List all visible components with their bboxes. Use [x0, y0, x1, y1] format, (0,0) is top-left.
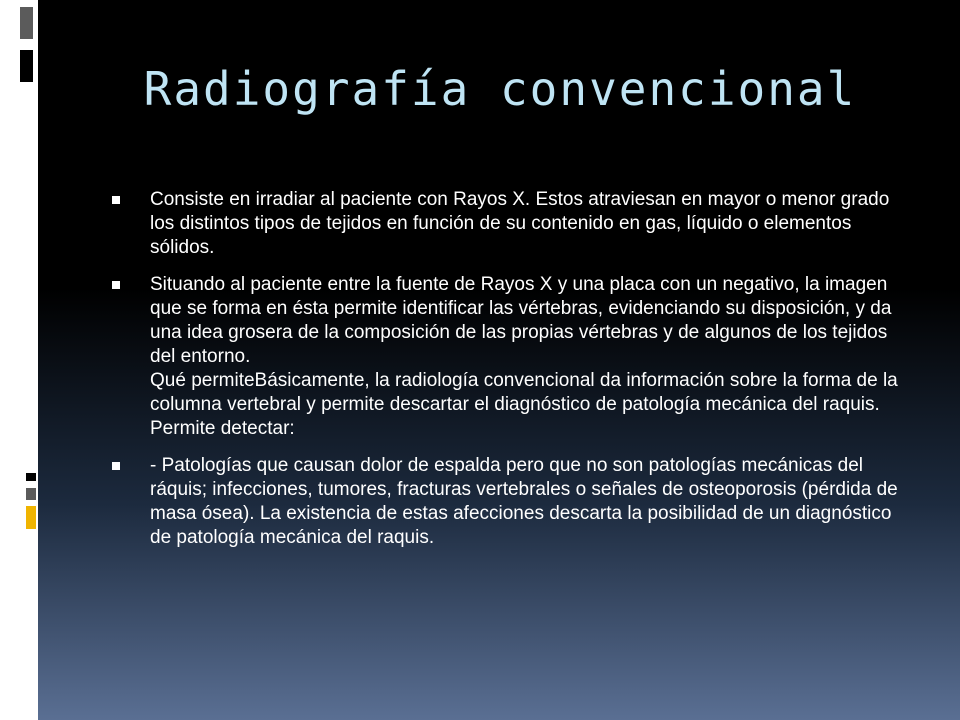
decorative-accent [26, 473, 36, 481]
decorative-accent [26, 488, 36, 500]
bullet-text: - Patologías que causan dolor de espalda pero que no son patologías mecánicas del ráquis; infecciones, tumores, fracturas vertebrales o señales de osteoporosis (pérdida de masa ósea). La existencia de estas afecciones descarta la posibilidad de un diagnóstico de patología mecánica del raquis. [150, 455, 898, 548]
bullet-text: Situando al paciente entre la fuente de Rayos X y una placa con un negativo, la imagen que se forma en ésta permite identificar las vértebras, evidenciando su disposición, y da una idea grosera de la composición de las propias vértebras y de algunos de los tejidos del entorno. [150, 274, 892, 367]
bullet-list [110, 188, 910, 563]
decorative-accent-gold [26, 506, 36, 529]
square-bullet-icon [112, 281, 120, 289]
square-bullet-icon [112, 196, 120, 204]
bullet-item [110, 273, 910, 441]
bullet-item [110, 188, 910, 260]
slide-title: Radiografía convencional [143, 62, 857, 116]
bullet-continuation-text: Qué permiteBásicamente, la radiología convencional da información sobre la forma de la columna vertebral y permite descartar el diagnóstico de patología mecánica del raquis. Permite detectar: [150, 370, 898, 439]
decorative-accent [20, 7, 33, 39]
left-decorative-bar [0, 0, 38, 720]
bullet-text: Consiste en irradiar al paciente con Rayos X. Estos atraviesan en mayor o menor grado los distintos tipos de tejidos en función de su contenido en gas, líquido o elementos sólidos. [150, 189, 890, 258]
decorative-accent [20, 50, 33, 82]
square-bullet-icon [112, 462, 120, 470]
bullet-item [110, 454, 910, 550]
